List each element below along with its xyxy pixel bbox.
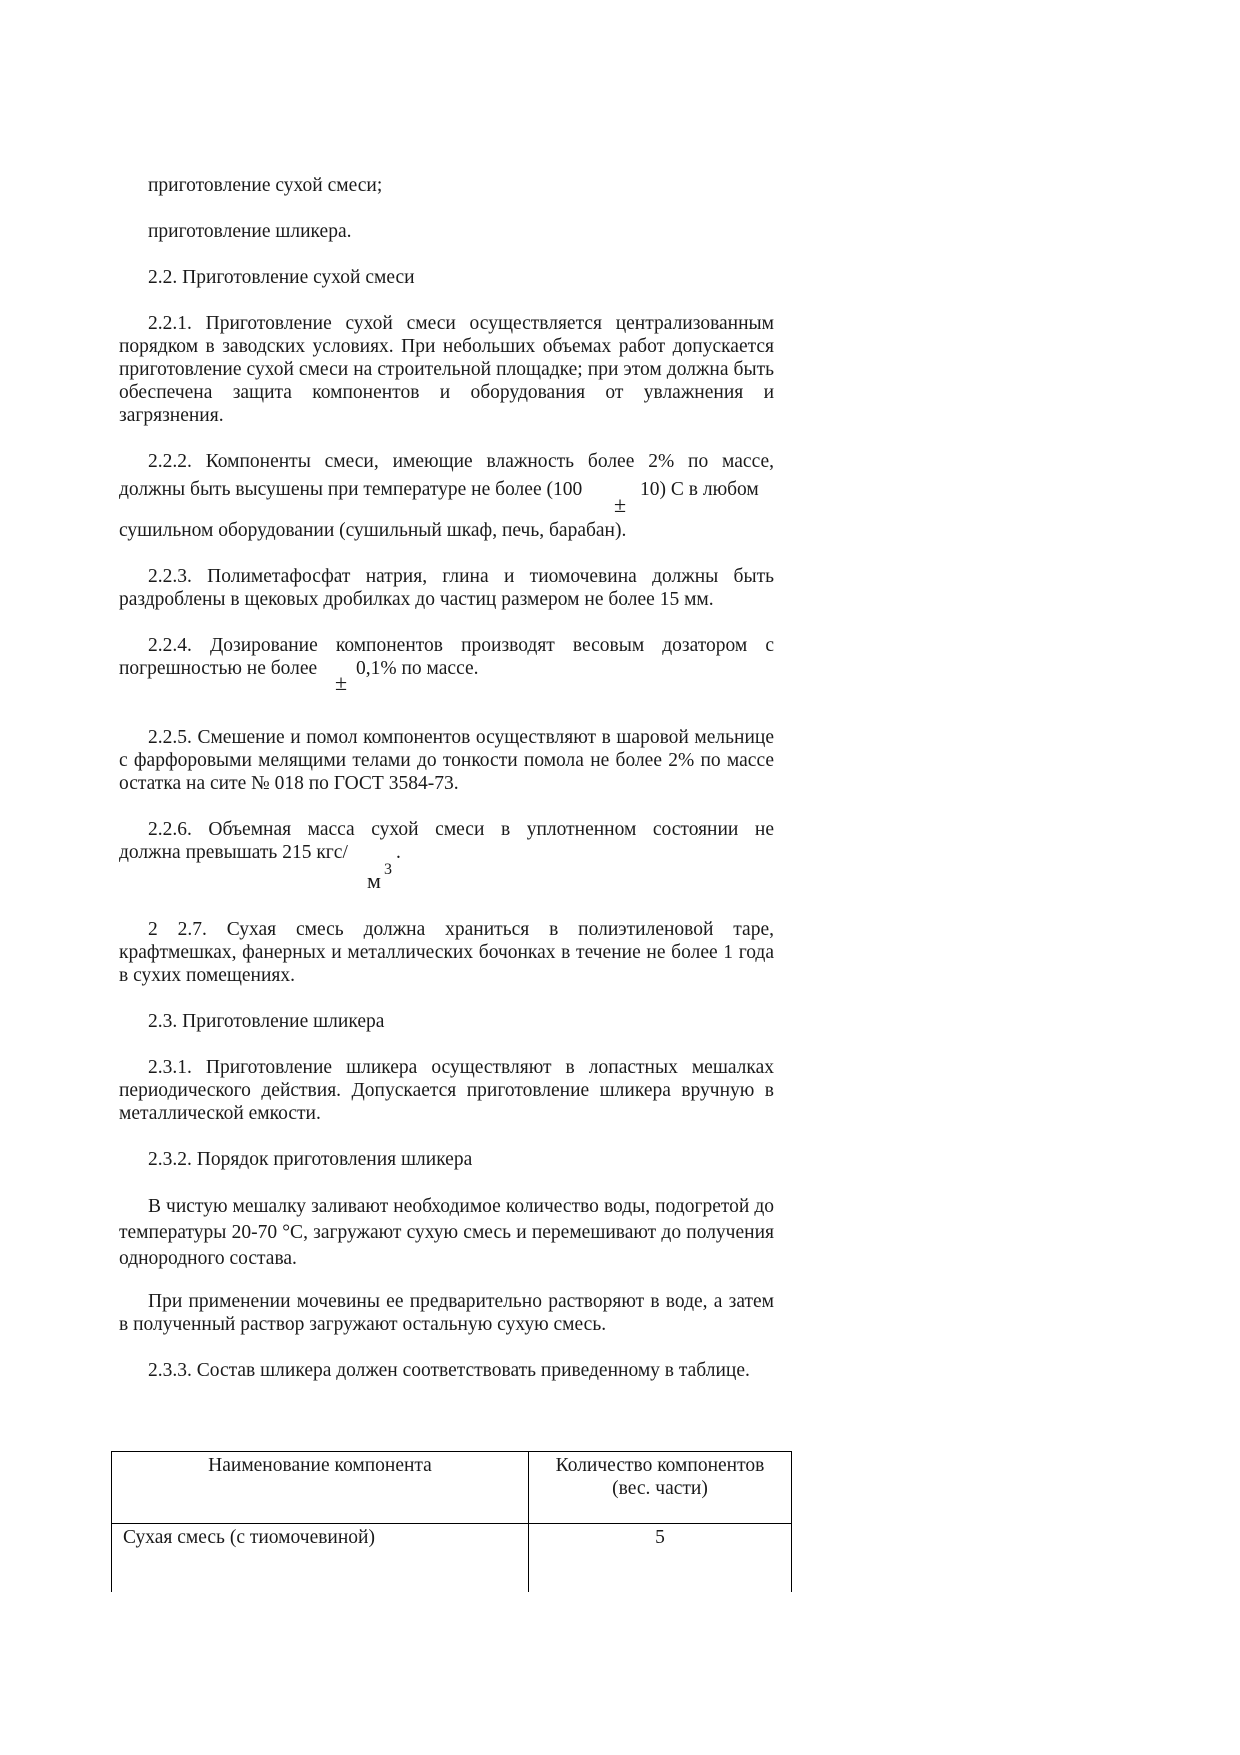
unit-exponent: 3: [384, 861, 392, 878]
plus-minus-symbol: ±: [614, 492, 627, 517]
unit-cubic-meter: м: [367, 868, 381, 893]
paragraph-2-2-2-line2b: 10) С в любом: [640, 479, 759, 500]
paragraph-slip-item: приготовление шликера.: [148, 221, 352, 242]
table-border-top: [111, 1451, 792, 1452]
paragraph-2-3-2-procedure: В чистую мешалку заливают необходимое количество воды, подогретой до температуры 20-70 °С, загружают сухую смесь и перемешивают до получения однородного состава.: [119, 1196, 774, 1269]
section-heading-2-2: 2.2. Приготовление сухой смеси: [148, 267, 415, 288]
section-heading-2-3-2: 2.3.2. Порядок приготовления шликера: [148, 1149, 473, 1170]
paragraph-dry-mix-item: приготовление сухой смеси;: [148, 175, 383, 196]
paragraph-2-2-5: 2.2.5. Смешение и помол компонентов осуществляют в шаровой мельнице с фарфоровыми мелящими телами до тонкости помола не более 2% по массе остатка на сите № 018 по ГОСТ 3584-73.: [119, 727, 774, 794]
paragraph-2-2-2-line3: сушильном оборудовании (сушильный шкаф, печь, барабан).: [119, 520, 627, 541]
paragraph-2-2-7: 2 2.7. Сухая смесь должна храниться в полиэтиленовой таре, крафтмешках, фанерных и металлических бочонках в течение не более 1 года в сухих помещениях.: [119, 919, 774, 986]
table-border-right: [791, 1451, 792, 1592]
paragraph-2-2-4-line2b: 0,1% по массе.: [356, 658, 479, 679]
paragraph-2-2-6-line1: 2.2.6. Объемная масса сухой смеси в уплотненном состоянии не: [148, 819, 774, 840]
table-cell-quantity: 5: [655, 1527, 665, 1548]
table-border-middle: [528, 1451, 529, 1592]
paragraph-2-2-4-line1: 2.2.4. Дозирование компонентов производят весовым дозатором с: [148, 635, 774, 656]
paragraph-2-2-1: 2.2.1. Приготовление сухой смеси осуществляется централизованным порядком в заводских условиях. При небольших объемах работ допускается приготовление сухой смеси на строительной площадке; при этом должна быть обеспечена защита компонентов и оборудования от увлажнения и загрязнения.: [119, 313, 774, 426]
paragraph-2-2-2-line2a: должны быть высушены при температуре не более (100: [119, 479, 583, 500]
paragraph-2-2-6-line2: должна превышать 215 кгс/: [119, 842, 348, 863]
paragraph-2-3-2-urea: При применении мочевины ее предварительно растворяют в воде, а затем в полученный раствор загружают остальную сухую смесь.: [119, 1291, 774, 1335]
section-heading-2-3: 2.3. Приготовление шликера: [148, 1011, 385, 1032]
table-header-component-quantity: Количество компонентов (вес. части): [555, 1455, 765, 1499]
paragraph-2-3-3: 2.3.3. Состав шликера должен соответствовать приведенному в таблице.: [148, 1360, 750, 1381]
paragraph-2-2-6-period: .: [396, 842, 401, 863]
plus-minus-symbol: ±: [335, 670, 348, 695]
paragraph-2-2-4-line2a: погрешностью не более: [119, 658, 318, 679]
paragraph-2-2-2-line1: 2.2.2. Компоненты смеси, имеющие влажность более 2% по массе,: [148, 451, 774, 472]
table-cell-component: Сухая смесь (с тиомочевиной): [123, 1527, 375, 1548]
table-header-component-name: Наименование компонента: [208, 1455, 432, 1476]
paragraph-2-3-1: 2.3.1. Приготовление шликера осуществляют в лопастных мешалках периодического действия. Допускается приготовление шликера вручную в металлической емкости.: [119, 1057, 774, 1124]
table-border-header-bottom: [111, 1523, 792, 1524]
paragraph-2-2-3: 2.2.3. Полиметафосфат натрия, глина и тиомочевина должны быть раздроблены в щековых дробилках до частиц размером не более 15 мм.: [119, 566, 774, 610]
